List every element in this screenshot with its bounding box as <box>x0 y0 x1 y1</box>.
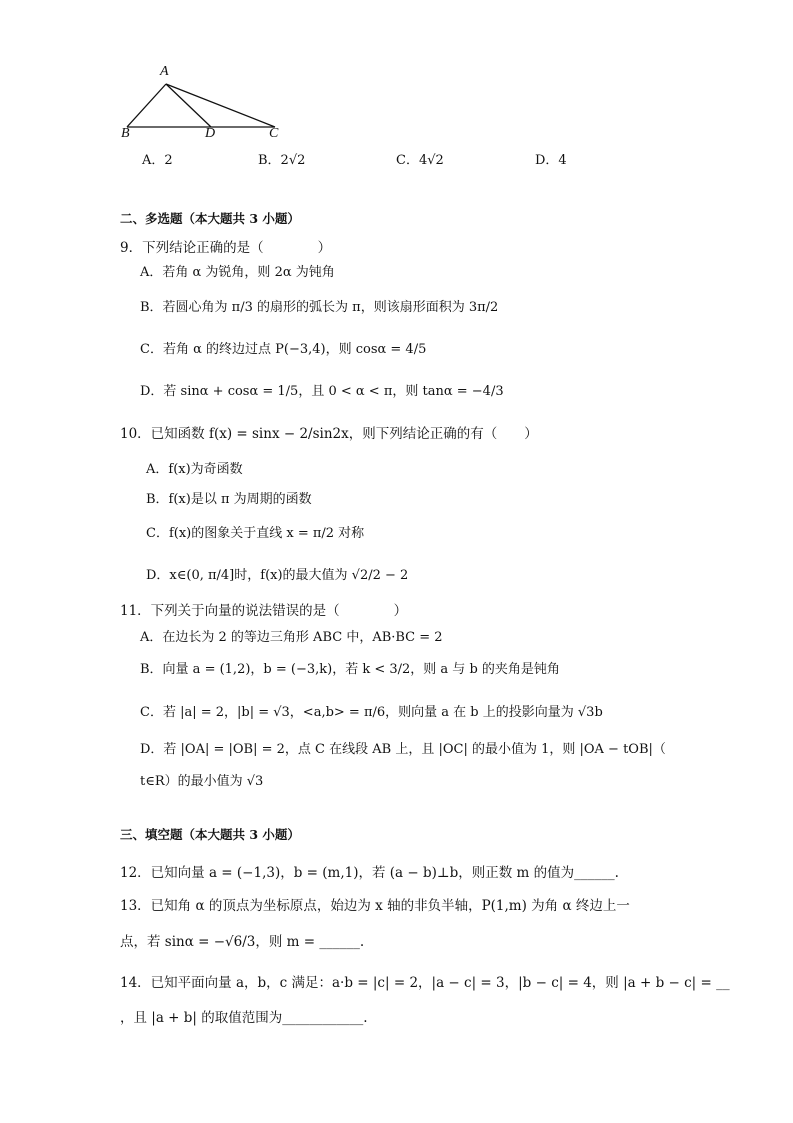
label-c: C <box>269 126 279 141</box>
q8-option-b: B．2√2 <box>258 153 306 168</box>
q10-option-b: B．f(x)是以 π 为周期的函数 <box>146 492 312 507</box>
q8-option-d: D．4 <box>535 153 567 168</box>
q13-line2: 点，若 sinα = −√6/3，则 m = ______. <box>120 934 365 950</box>
q10-option-c: C．f(x)的图象关于直线 x = π/2 对称 <box>146 526 365 541</box>
q11-stem: 11．下列关于向量的说法错误的是（ ） <box>120 603 408 619</box>
q11-option-b: B．向量 a = (1,2)，b = (−3,k)，若 k < 3/2，则 a 与 b 的夹角是钝角 <box>140 662 560 677</box>
q10-stem: 10．已知函数 f(x) = sinx − 2/sin2x，则下列结论正确的有（ ） <box>120 426 538 442</box>
q11-option-d-continued: t∈R）的最小值为 √3 <box>140 774 264 789</box>
label-d: D <box>205 126 216 141</box>
q14-line2: ，且 |a + b| 的取值范围为____________. <box>120 1010 368 1026</box>
section-title-multiple-choice: 二、多选题（本大题共 3 小题） <box>120 211 300 226</box>
segment-ad <box>166 84 211 127</box>
q12-text: 12．已知向量 a = (−1,3)，b = (m,1)，若 (a − b)⊥b，则正数 m 的值为______. <box>120 865 619 881</box>
triangle-figure <box>115 64 295 144</box>
q11-option-a: A．在边长为 2 的等边三角形 ABC 中，AB·BC = 2 <box>140 630 443 645</box>
q13-line1: 13．已知角 α 的顶点为坐标原点，始边为 x 轴的非负半轴，P(1,m) 为角 α 终边上一 <box>120 898 630 914</box>
q8-option-c: C．4√2 <box>396 153 444 168</box>
q8-option-a: A．2 <box>142 153 173 168</box>
q11-option-c: C．若 |a| = 2，|b| = √3，<a,b> = π/6，则向量 a 在 b 上的投影向量为 √3b <box>140 705 603 720</box>
segment-ac <box>166 84 275 127</box>
q9-option-a: A．若角 α 为锐角，则 2α 为钝角 <box>140 265 335 280</box>
q9-stem: 9．下列结论正确的是（ ） <box>120 240 332 256</box>
section-title-fill-in: 三、填空题（本大题共 3 小题） <box>120 827 300 842</box>
q9-option-d: D．若 sinα + cosα = 1/5，且 0 < α < π，则 tanα = −4/3 <box>140 384 504 399</box>
q9-option-b: B．若圆心角为 π/3 的扇形的弧长为 π，则该扇形面积为 3π/2 <box>140 300 499 315</box>
segment-ab <box>127 84 166 127</box>
q9-option-c: C．若角 α 的终边过点 P(−3,4)，则 cosα = 4/5 <box>140 342 427 357</box>
q10-option-a: A．f(x)为奇函数 <box>146 462 243 477</box>
label-a: A <box>160 64 169 79</box>
label-b: B <box>121 126 130 141</box>
q14-line1: 14．已知平面向量 a，b，c 满足：a·b = |c| = 2，|a − c| = 3，|b − c| = 4，则 |a + b − c| = __ <box>120 975 730 991</box>
q10-option-d: D．x∈(0, π/4]时，f(x)的最大值为 √2/2 − 2 <box>146 568 409 583</box>
q11-option-d: D．若 |OA| = |OB| = 2，点 C 在线段 AB 上，且 |OC| 的最小值为 1，则 |OA − tOB|（ <box>140 742 666 757</box>
